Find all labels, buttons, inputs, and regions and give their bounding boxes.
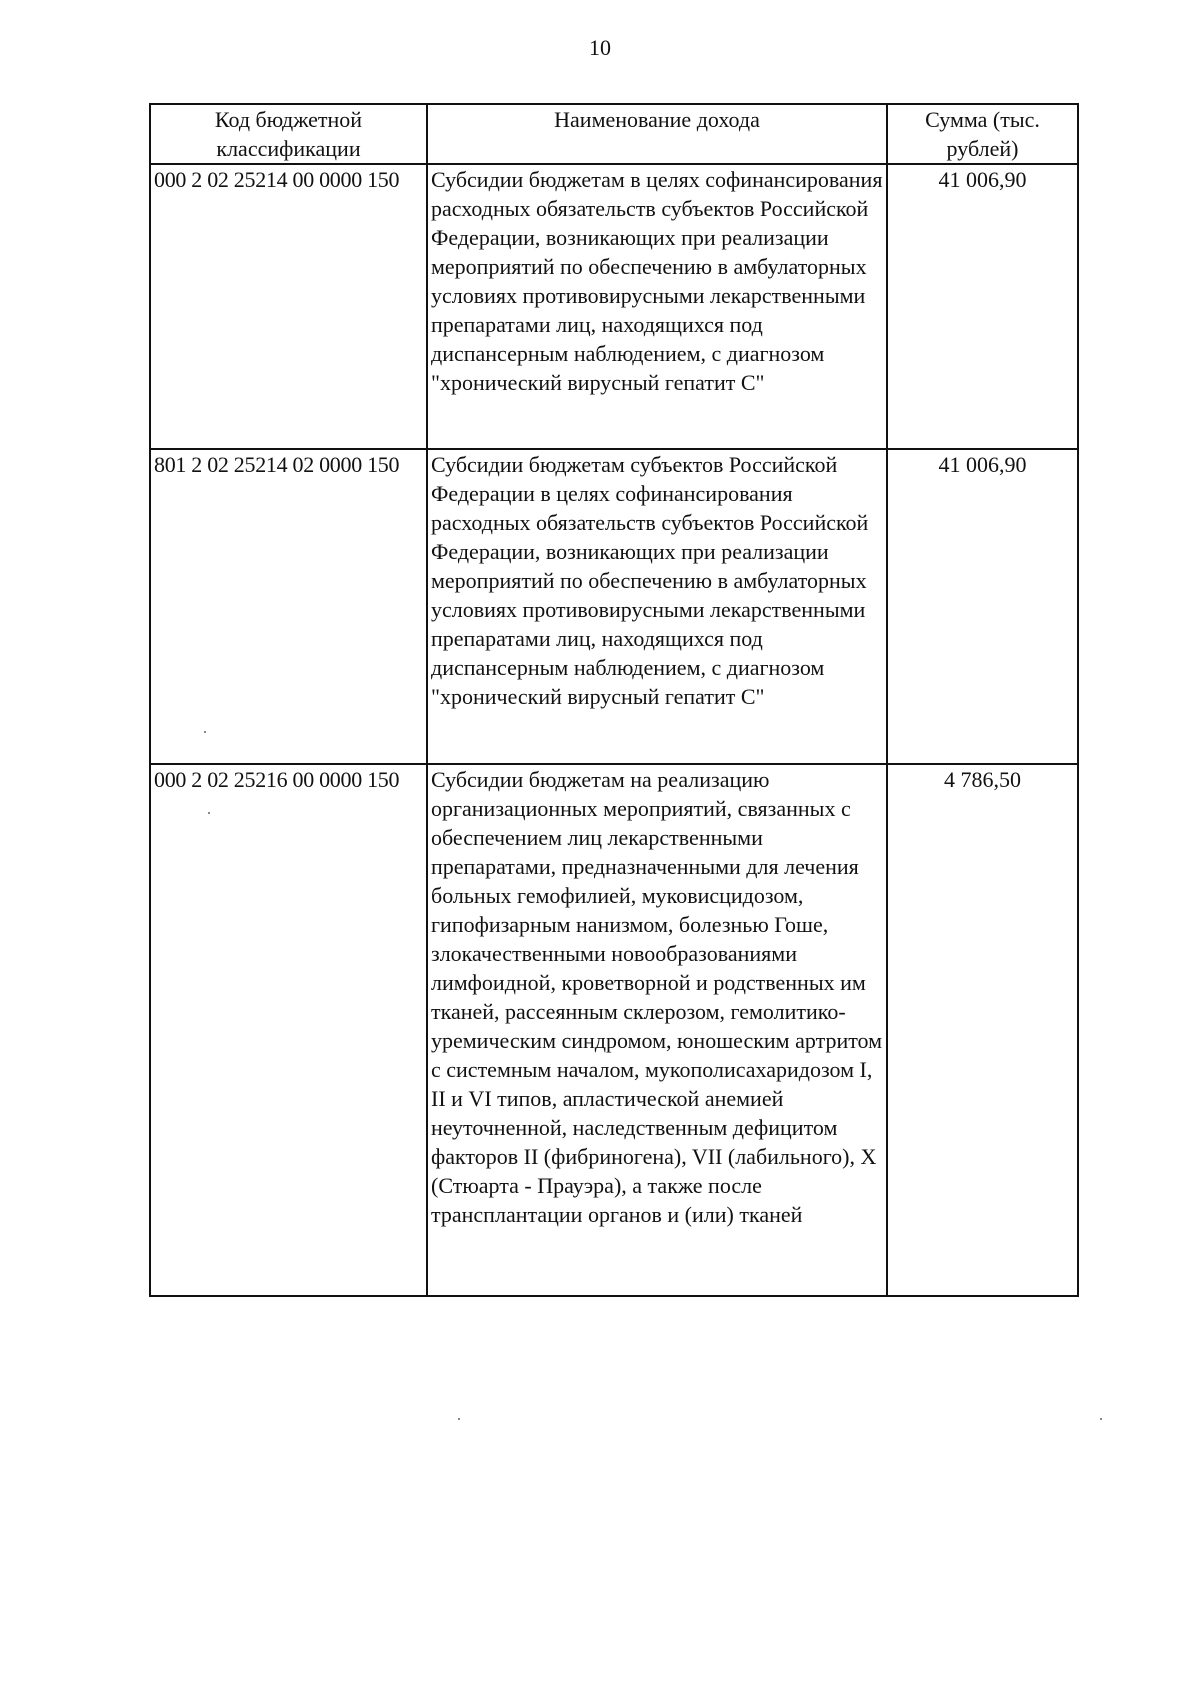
budget-code-cell: 801 2 02 25214 02 0000 150 bbox=[150, 449, 427, 764]
scan-speck bbox=[204, 731, 206, 733]
budget-code-cell: 000 2 02 25214 00 0000 150 bbox=[150, 164, 427, 449]
revenue-name-cell: Субсидии бюджетам на реализацию организационных мероприятий, связанных с обеспечением лиц лекарственными препаратами, предназначенными для лечения больных гемофилией, муковисцидозом, гипофизарным нанизмом, болезнью Гоше, злокачественными новообразованиями лимфоидной, кроветворной и родственных им тканей, рассеянным склерозом, гемолитико-уремическим синдромом, юношеским артритом с системным началом, мукополисахаридозом I, II и VI типов, апластической анемией неуточненной, наследственным дефицитом факторов II (фибриногена), VII (лабильного), X (Стюарта - Прауэра), а также после трансплантации органов и (или) тканей bbox=[427, 764, 887, 1296]
table-header-row bbox=[150, 104, 1078, 164]
scan-speck bbox=[208, 812, 210, 814]
budget-code-cell: 000 2 02 25216 00 0000 150 bbox=[150, 764, 427, 1296]
page-number: 10 bbox=[589, 35, 611, 60]
scan-speck bbox=[458, 1418, 460, 1420]
scan-speck bbox=[1100, 1418, 1102, 1420]
table-row bbox=[150, 764, 1078, 1296]
table-row bbox=[150, 449, 1078, 764]
amount-cell: 4 786,50 bbox=[887, 764, 1078, 1296]
revenue-name-cell: Субсидии бюджетам в целях софинансирования расходных обязательств субъектов Российской Федерации, возникающих при реализации мероприятий по обеспечению в амбулаторных условиях противовирусными лекарственными препаратами лиц, находящихся под диспансерным наблюдением, с диагнозом "хронический вирусный гепатит С" bbox=[427, 164, 887, 449]
amount-cell: 41 006,90 bbox=[887, 449, 1078, 764]
header-name: Наименование дохода bbox=[427, 104, 887, 164]
revenue-name-cell: Субсидии бюджетам субъектов Российской Федерации в целях софинансирования расходных обязательств субъектов Российской Федерации, возникающих при реализации мероприятий по обеспечению в амбулаторных условиях противовирусными лекарственными препаратами лиц, находящихся под диспансерным наблюдением, с диагнозом "хронический вирусный гепатит С" bbox=[427, 449, 887, 764]
amount-cell: 41 006,90 bbox=[887, 164, 1078, 449]
table-row bbox=[150, 164, 1078, 449]
header-amount: Сумма (тыс. рублей) bbox=[887, 104, 1078, 164]
header-code: Код бюджетной классификации bbox=[150, 104, 427, 164]
revenue-table bbox=[149, 103, 1079, 1297]
